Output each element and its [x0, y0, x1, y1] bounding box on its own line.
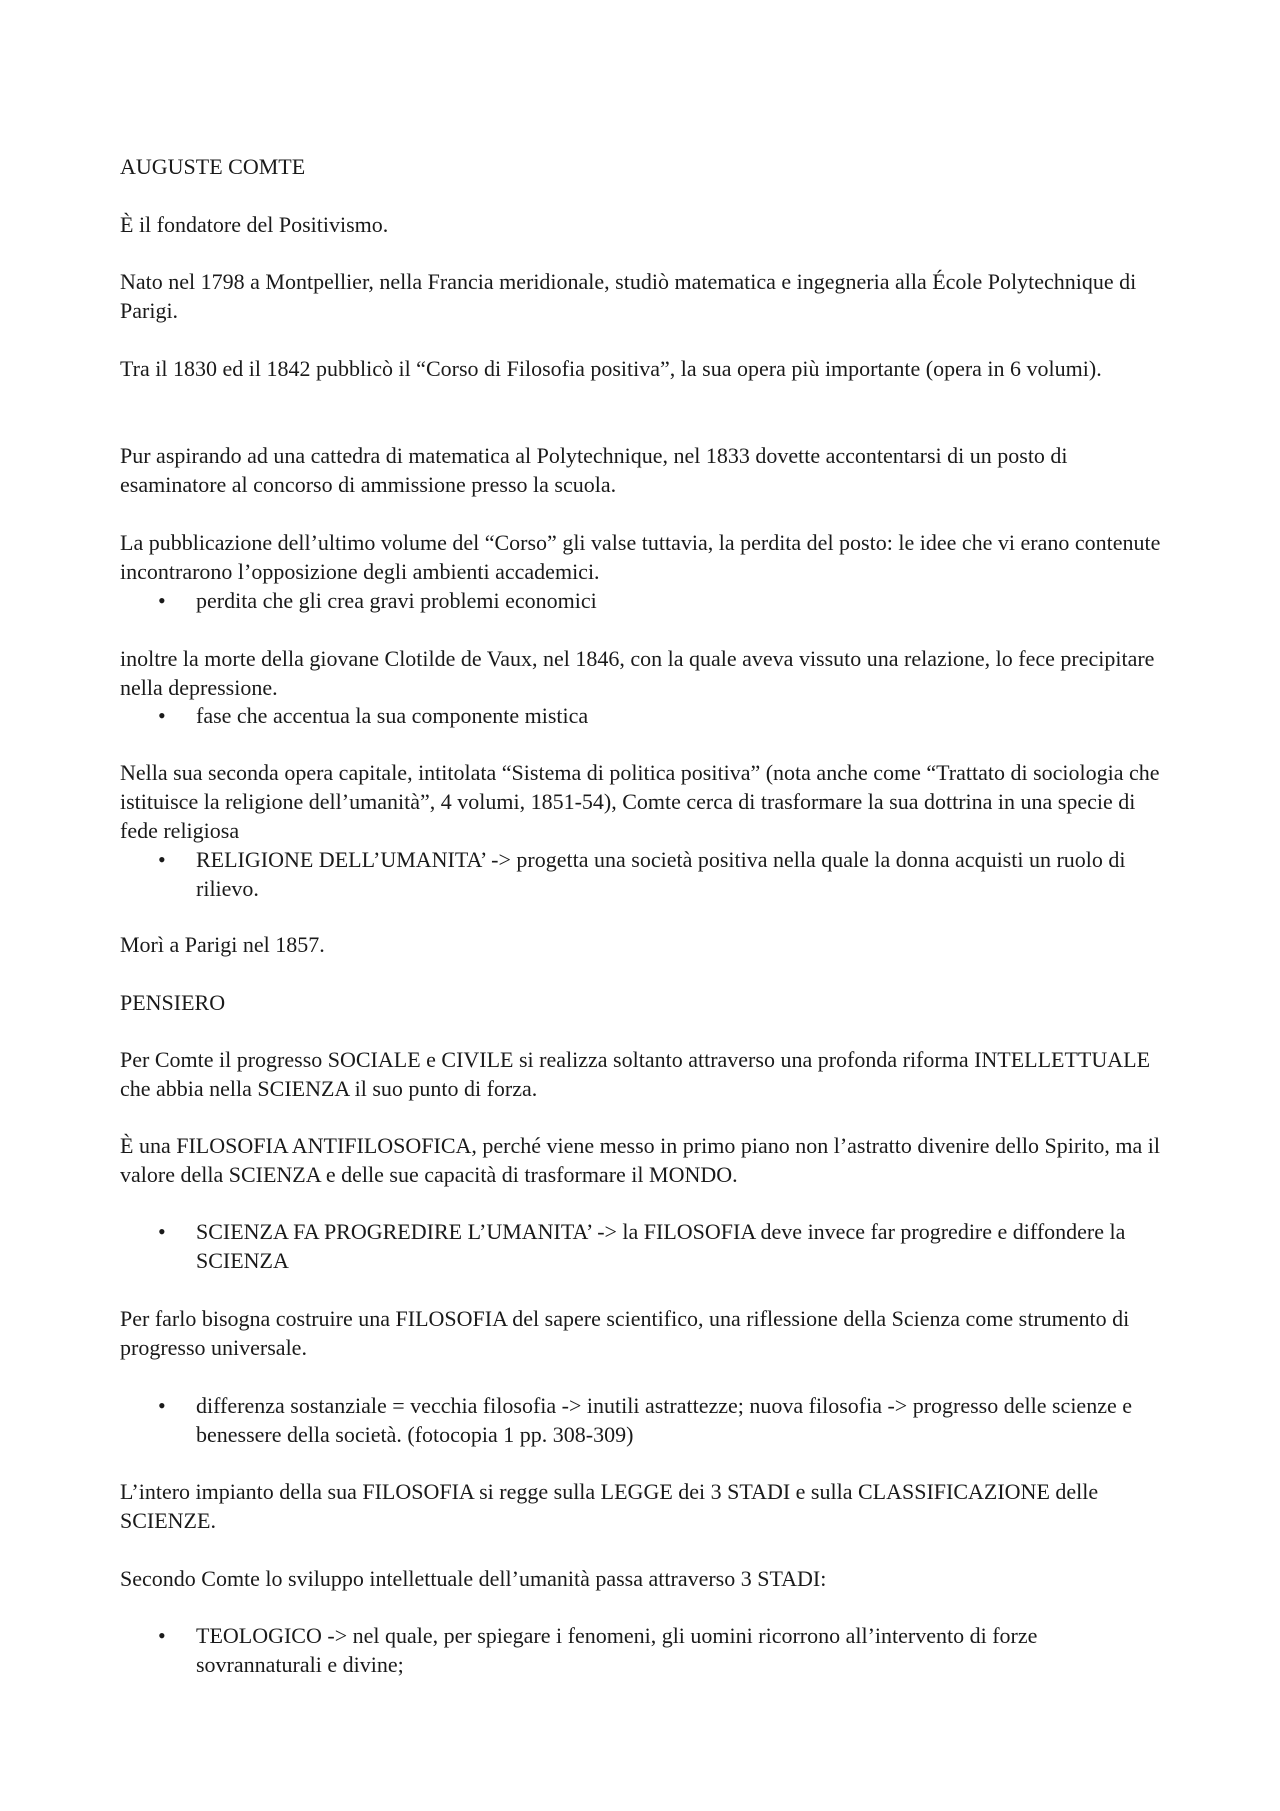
paragraph-sapere: Per farlo bisogna costruire una FILOSOFIA del sapere scientifico, una riflessione della Scienza come strumento di progresso universale.: [120, 1306, 1130, 1360]
bullet-icon: •: [158, 1623, 166, 1648]
paragraph-polytechnique: Pur aspirando ad una cattedra di matematica al Polytechnique, nel 1833 dovette accontentarsi di un posto di esaminatore al concorso di ammissione presso la scuola.: [120, 443, 1068, 497]
bullet-icon: •: [158, 703, 166, 728]
bullet-item: [158, 701, 1168, 730]
bullet-item: [158, 1621, 1168, 1679]
section-title: PENSIERO: [120, 990, 226, 1015]
bullet-item: [158, 586, 1168, 615]
paragraph-progresso: Per Comte il progresso SOCIALE e CIVILE si realizza soltanto attraverso una profonda riforma INTELLETTUALE che abbia nella SCIENZA il suo punto di forza.: [120, 1047, 1151, 1101]
bullet-text: SCIENZA FA PROGREDIRE L’UMANITA’ -> la FILOSOFIA deve invece far progredire e diffondere la SCIENZA: [196, 1219, 1126, 1273]
paragraph-stadi: Secondo Comte lo sviluppo intellettuale dell’umanità passa attraverso 3 STADI:: [120, 1566, 827, 1591]
paragraph-antifilosofica: È una FILOSOFIA ANTIFILOSOFICA, perché viene messo in primo piano non l’astratto divenire dello Spirito, ma il valore della SCIENZA e delle sue capacità di trasformare il MONDO.: [120, 1133, 1160, 1187]
bullet-item: [158, 845, 1168, 903]
paragraph-founder: È il fondatore del Positivismo.: [120, 212, 389, 237]
paragraph-impianto: L’intero impianto della sua FILOSOFIA si regge sulla LEGGE dei 3 STADI e sulla CLASSIFICAZIONE delle SCIENZE.: [120, 1479, 1099, 1533]
bullet-text: perdita che gli crea gravi problemi economici: [196, 588, 597, 613]
paragraph-corso: Tra il 1830 ed il 1842 pubblicò il “Corso di Filosofia positiva”, la sua opera più importante (opera in 6 volumi).: [120, 356, 1102, 381]
bullet-item: [158, 1391, 1168, 1449]
bullet-item: [158, 1217, 1168, 1275]
paragraph-clotilde: inoltre la morte della giovane Clotilde de Vaux, nel 1846, con la quale aveva vissuto una relazione, lo fece precipitare nella depressione.: [120, 646, 1155, 700]
bullet-icon: •: [158, 847, 166, 872]
bullet-icon: •: [158, 1393, 166, 1418]
bullet-icon: •: [158, 588, 166, 613]
bullet-text: fase che accentua la sua componente mistica: [196, 703, 589, 728]
bullet-text: differenza sostanziale = vecchia filosofia -> inutili astrattezze; nuova filosofia -> progresso delle scienze e benessere della società. (fotocopia 1 pp. 308-309): [196, 1393, 1132, 1447]
paragraph-sistema: Nella sua seconda opera capitale, intitolata “Sistema di politica positiva” (nota anche come “Trattato di sociologia che istituisce la religione dell’umanità”, 4 volumi, 1851-54), Comte cerca di trasformare la sua dottrina in una specie di fede religiosa: [120, 760, 1160, 843]
paragraph-death: Morì a Parigi nel 1857.: [120, 932, 325, 957]
bullet-text: RELIGIONE DELL’UMANITA’ -> progetta una società positiva nella quale la donna acquisti un ruolo di rilievo.: [196, 847, 1126, 901]
bullet-icon: •: [158, 1219, 166, 1244]
bullet-text: TEOLOGICO -> nel quale, per spiegare i fenomeni, gli uomini ricorrono all’intervento di forze sovrannaturali e divine;: [196, 1623, 1038, 1677]
paragraph-publication: La pubblicazione dell’ultimo volume del “Corso” gli valse tuttavia, la perdita del posto: le idee che vi erano contenute incontrarono l’opposizione degli ambienti accademici.: [120, 530, 1161, 584]
paragraph-birth: Nato nel 1798 a Montpellier, nella Francia meridionale, studiò matematica e ingegneria alla École Polytechnique di Parigi.: [120, 269, 1137, 323]
document-title: AUGUSTE COMTE: [120, 154, 306, 179]
